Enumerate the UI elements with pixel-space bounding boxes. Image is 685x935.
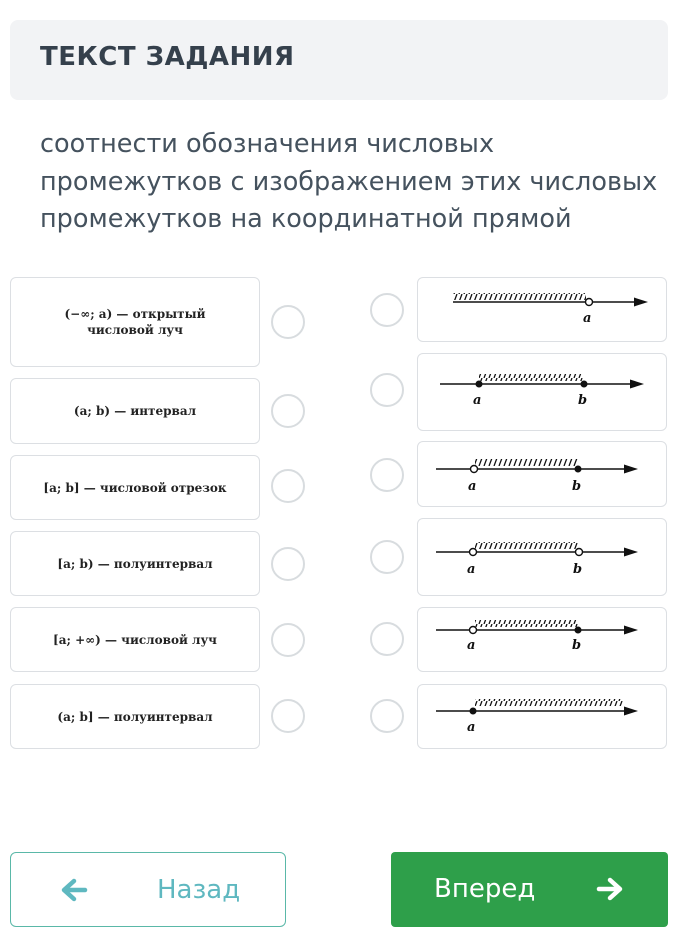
number-line-graphic (418, 354, 668, 432)
left-item-5[interactable] (10, 607, 260, 672)
next-button[interactable] (391, 852, 668, 927)
arrow-left-icon (59, 878, 89, 902)
point-a-label: a (473, 393, 482, 408)
right-radio-3[interactable] (370, 458, 404, 492)
number-line-graphic (418, 685, 668, 750)
right-item-5[interactable] (417, 607, 667, 672)
left-item-label: (a; b] — полуинтервал (57, 709, 213, 724)
point-a-label: a (467, 562, 476, 577)
next-button-label: Вперед (434, 874, 536, 904)
point-a-label: a (467, 638, 476, 653)
right-item-2[interactable] (417, 353, 667, 431)
left-item-3[interactable] (10, 455, 260, 520)
left-radio-4[interactable] (271, 547, 305, 581)
point-b-label: b (572, 638, 582, 653)
right-radio-2[interactable] (370, 373, 404, 407)
left-item-6[interactable] (10, 684, 260, 749)
page-title: ТЕКСТ ЗАДАНИЯ (40, 42, 295, 72)
right-item-6[interactable] (417, 684, 667, 749)
left-radio-3[interactable] (271, 469, 305, 503)
back-button-label: Назад (157, 875, 241, 905)
point-a-label: a (468, 479, 477, 494)
point-a-label: a (583, 311, 592, 326)
left-item-4[interactable] (10, 531, 260, 596)
task-header (10, 20, 668, 100)
back-button[interactable] (10, 852, 286, 927)
number-line-graphic (418, 442, 668, 508)
left-item-label: [a; b) — полуинтервал (57, 556, 213, 571)
right-radio-1[interactable] (370, 293, 404, 327)
arrow-right-icon (595, 877, 625, 901)
question-text: соотнести обозначения числовых промежутков с изображением этих числовых промежутков на координатной прямой (40, 129, 658, 234)
right-radio-4[interactable] (370, 540, 404, 574)
left-radio-6[interactable] (271, 699, 305, 733)
right-item-1[interactable] (417, 277, 667, 342)
left-item-label: (a; b) — интервал (73, 404, 197, 418)
number-line-graphic (418, 278, 668, 343)
number-line-graphic (418, 519, 668, 597)
left-item-label: [a; +∞) — числовой луч (53, 632, 217, 647)
point-a-label: a (467, 720, 476, 735)
point-b-label: b (573, 562, 583, 577)
left-item-1[interactable] (10, 277, 260, 367)
left-radio-5[interactable] (271, 623, 305, 657)
left-item-2[interactable] (10, 378, 260, 444)
number-line-graphic (418, 608, 668, 673)
point-b-label: b (578, 393, 588, 408)
right-radio-5[interactable] (370, 622, 404, 656)
right-radio-6[interactable] (370, 699, 404, 733)
left-item-label: (−∞; a) — открытый числовой луч (64, 307, 206, 337)
left-radio-1[interactable] (271, 305, 305, 339)
right-item-4[interactable] (417, 518, 667, 596)
left-radio-2[interactable] (271, 394, 305, 428)
left-item-label: [a; b] — числовой отрезок (43, 480, 227, 495)
point-b-label: b (572, 479, 582, 494)
right-item-3[interactable] (417, 441, 667, 507)
